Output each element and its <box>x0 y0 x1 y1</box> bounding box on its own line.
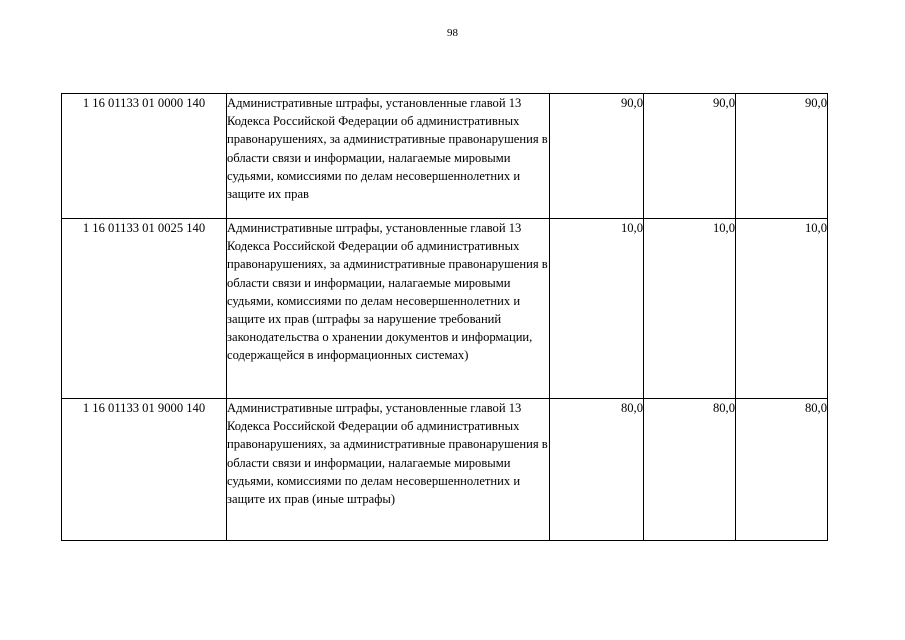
amount-cell-3: 90,0 <box>736 94 828 219</box>
amount-cell-3: 80,0 <box>736 399 828 541</box>
page-number: 98 <box>447 27 458 39</box>
amount-cell-2: 80,0 <box>644 399 736 541</box>
amount-cell-2: 90,0 <box>644 94 736 219</box>
description-cell: Административные штрафы, установленные главой 13 Кодекса Российской Федерации об административных правонарушениях, за административные правонарушения в области связи и информации, налагаемые мировыми судьями, комиссиями по делам несовершеннолетних и защите их прав <box>227 94 550 219</box>
table-row <box>62 94 828 219</box>
budget-code-cell: 1 16 01133 01 9000 140 <box>62 399 227 541</box>
amount-cell-2: 10,0 <box>644 219 736 399</box>
description-cell: Административные штрафы, установленные главой 13 Кодекса Российской Федерации об административных правонарушениях, за административные правонарушения в области связи и информации, налагаемые мировыми судьями, комиссиями по делам несовершеннолетних и защите их прав (иные штрафы) <box>227 399 550 541</box>
table-row <box>62 399 828 541</box>
amount-cell-3: 10,0 <box>736 219 828 399</box>
table-row <box>62 219 828 399</box>
budget-code-cell: 1 16 01133 01 0000 140 <box>62 94 227 219</box>
amount-cell-1: 10,0 <box>550 219 644 399</box>
budget-table <box>61 93 828 541</box>
amount-cell-1: 90,0 <box>550 94 644 219</box>
amount-cell-1: 80,0 <box>550 399 644 541</box>
description-cell: Административные штрафы, установленные главой 13 Кодекса Российской Федерации об административных правонарушениях, за административные правонарушения в области связи и информации, налагаемые мировыми судьями, комиссиями по делам несовершеннолетних и защите их прав (штрафы за нарушение требований законодательства о хранении документов и информации, содержащейся в информационных системах) <box>227 219 550 399</box>
budget-code-cell: 1 16 01133 01 0025 140 <box>62 219 227 399</box>
